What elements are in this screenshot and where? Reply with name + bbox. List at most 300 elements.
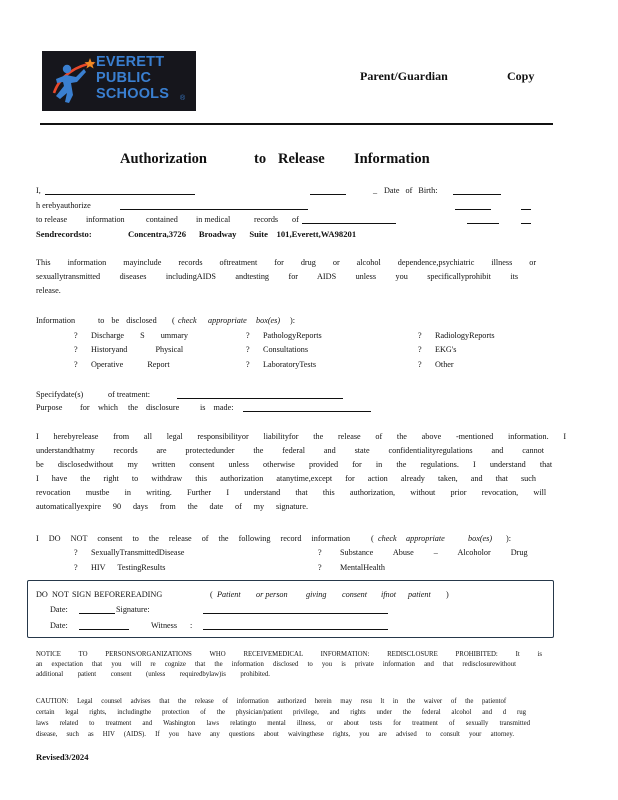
notice-word: unless xyxy=(355,272,377,281)
release-word: will xyxy=(533,488,547,497)
notice-persons-word: NOTICE xyxy=(36,651,61,658)
info-item-word: EKG's xyxy=(435,345,457,354)
release-word: revocation, xyxy=(481,488,519,497)
notice-persons-word: expectation xyxy=(51,661,83,668)
records-of-line[interactable] xyxy=(302,223,396,224)
dnc-check-word: appropriate xyxy=(406,534,445,543)
release-word: and xyxy=(491,446,504,455)
send-records-label: Sendrecordsto: xyxy=(36,229,92,239)
caution-word: of xyxy=(448,720,455,727)
info-checkbox[interactable]: ? xyxy=(418,331,422,340)
dnc-word: I DO xyxy=(36,534,61,543)
info-item-word: Discharge xyxy=(91,331,125,340)
purpose-word: which xyxy=(98,403,119,412)
caution-word: and xyxy=(482,709,493,716)
caution-word: waivingthese xyxy=(287,731,324,738)
dnc-word: of the xyxy=(201,534,229,543)
notice-word: specificallyprohibit xyxy=(427,272,491,281)
caution-word: resu lt xyxy=(360,698,385,705)
info-item-word: Report xyxy=(147,360,170,369)
notice-persons-word: PROHIBITED: xyxy=(455,651,498,658)
dnc-item-word: SexuallyTransmittedDisease xyxy=(91,548,185,557)
hereby-authorize-label: h erebyauthorize xyxy=(36,201,91,210)
notice-persons-word: is xyxy=(537,651,543,658)
info-item-word: Other xyxy=(435,360,454,369)
witness-date-line[interactable] xyxy=(79,629,129,630)
caution-word: transmitted xyxy=(499,720,531,727)
sign-paren-word: consent xyxy=(342,590,368,599)
release-word: my xyxy=(253,502,265,511)
info-item-label xyxy=(263,331,322,341)
witness-colon: : xyxy=(190,621,193,630)
notice-persons-word: you xyxy=(111,661,122,668)
logo-line-1: EVERETT xyxy=(96,54,165,70)
dnc-check-open: ( xyxy=(371,534,374,543)
caution-word: are xyxy=(378,731,387,738)
caution-word: HIV xyxy=(102,731,115,738)
witness-date-label: Date: xyxy=(50,621,68,630)
notice-word: drug xyxy=(300,258,316,267)
release-word: this xyxy=(322,488,335,497)
info-item-word: Physical xyxy=(155,345,184,354)
info-item-word: RadiologyReports xyxy=(435,331,495,340)
notice-word: This xyxy=(36,258,51,267)
sign-date-label: Date: xyxy=(50,605,68,614)
records-extra-line-2[interactable] xyxy=(521,223,531,224)
release-word: automaticallyexpire xyxy=(36,502,102,511)
patient-name-line[interactable] xyxy=(45,194,195,195)
dnc-item-word: TestingResults xyxy=(117,563,166,572)
purpose-word: for xyxy=(80,403,90,412)
caution-word: related xyxy=(59,720,79,727)
release-word: cannot xyxy=(522,446,545,455)
purpose-word: the xyxy=(128,403,139,412)
notice-persons-word: is private xyxy=(341,661,374,668)
authorize-extra-line-1[interactable] xyxy=(455,209,491,210)
info-item-label xyxy=(91,331,188,341)
purpose-input-line[interactable] xyxy=(243,411,371,412)
release-word: information. xyxy=(507,432,549,441)
info-item-word: Historyand xyxy=(91,345,128,354)
info-check-word: check xyxy=(178,316,197,325)
caution-word: or xyxy=(326,720,333,727)
notice-persons-word: redisclosurewithout xyxy=(462,661,516,668)
witness-label: Witness xyxy=(151,621,178,630)
caution-word: may xyxy=(340,698,352,705)
sign-paren-word: Patient xyxy=(217,590,241,599)
release-word: I herebyrelease xyxy=(36,432,99,441)
notice-persons-word: that xyxy=(92,661,103,668)
info-checkbox[interactable]: ? xyxy=(74,345,78,354)
release-word: otherwise xyxy=(263,460,295,469)
caution-word: that xyxy=(159,698,170,705)
caution-word: laws xyxy=(36,720,49,727)
release-word: are xyxy=(156,446,167,455)
title-word-2: to xyxy=(254,151,267,167)
to-release-word: information xyxy=(86,215,125,224)
release-word: the xyxy=(187,502,198,511)
release-word: that xyxy=(539,460,553,469)
caution-word: the xyxy=(402,709,412,716)
caution-word: waiver xyxy=(423,698,443,705)
notice-word: release. xyxy=(36,286,61,295)
logo-line-2: PUBLIC xyxy=(96,70,152,86)
to-release-word: to release xyxy=(36,215,68,224)
info-checkbox[interactable]: ? xyxy=(246,331,250,340)
notice-persons-word: that xyxy=(195,661,206,668)
release-word: I understand xyxy=(473,460,526,469)
caution-word: such xyxy=(66,731,79,738)
dob-line[interactable] xyxy=(453,194,501,195)
release-word: the xyxy=(396,460,407,469)
info-item-label xyxy=(91,360,170,370)
caution-word: you xyxy=(168,731,179,738)
release-word: for xyxy=(345,474,355,483)
release-word: without xyxy=(410,488,436,497)
info-checkbox[interactable]: ? xyxy=(74,360,78,369)
info-item-label xyxy=(263,345,308,355)
caution-word: counsel xyxy=(101,698,122,705)
info-checkbox[interactable]: ? xyxy=(418,360,422,369)
caution-word: in the xyxy=(392,698,416,705)
to-release-word: in medical xyxy=(196,215,231,224)
release-word: I understand xyxy=(226,488,281,497)
release-word: authorization, xyxy=(349,488,396,497)
info-item-word: Operative xyxy=(91,360,124,369)
notice-persons-word: you xyxy=(321,661,333,668)
caution-word: rights, xyxy=(332,731,351,738)
purpose-word: Purpose xyxy=(36,403,63,412)
notice-persons-word: information xyxy=(382,661,415,668)
release-word: revocation xyxy=(36,488,71,497)
witness-line[interactable] xyxy=(203,629,388,630)
caution-word: attorney. xyxy=(490,731,515,738)
dnc-item-word: MentalHealth xyxy=(340,563,386,572)
notice-word: oftreatment xyxy=(219,258,258,267)
revised-date: Revised3/2024 xyxy=(36,752,89,762)
release-word: atanytime,except xyxy=(276,474,333,483)
notice-word: its xyxy=(510,272,519,281)
dnc-word: to xyxy=(132,534,139,543)
caution-word: (AIDS). xyxy=(123,731,146,738)
info-item-word: LaboratoryTests xyxy=(263,360,317,369)
purpose-word: disclosure xyxy=(146,403,180,412)
info-check-word: appropriate xyxy=(208,316,247,325)
caution-word: privilege, xyxy=(292,709,319,716)
district-logo xyxy=(42,51,196,111)
caution-word: consult xyxy=(440,731,460,738)
release-word: federal xyxy=(282,446,306,455)
caution-word: includingthe xyxy=(117,709,152,716)
caution-word: mental xyxy=(267,720,286,727)
notice-persons-word: an xyxy=(36,661,43,668)
info-check-open: ( xyxy=(172,316,175,325)
title-word-1: Authorization xyxy=(120,151,207,167)
dnc-word: record xyxy=(280,534,302,543)
notice-word: or alcohol xyxy=(332,258,381,267)
caution-word: information xyxy=(236,698,269,705)
copy-label-copy: Copy xyxy=(507,69,535,83)
caution-word: about xyxy=(343,720,359,727)
treatment-dates-line[interactable] xyxy=(177,398,343,399)
caution-word: about xyxy=(263,731,279,738)
release-word: responsibilityor xyxy=(197,432,249,441)
release-word: to xyxy=(131,474,139,483)
caution-word: for xyxy=(393,720,402,727)
release-word: I xyxy=(563,432,567,441)
patient-i-label: I, xyxy=(36,186,41,195)
release-word: understandthatmy xyxy=(36,446,95,455)
info-checkbox[interactable]: ? xyxy=(246,360,250,369)
release-word: taken, xyxy=(437,474,458,483)
info-to-be-disclosed: to be disclosed xyxy=(98,316,157,325)
caution-word: the xyxy=(465,698,474,705)
dnc-word: information xyxy=(311,534,351,543)
release-word: in xyxy=(124,488,131,497)
notice-persons-word: consent xyxy=(110,671,132,678)
release-word: that xyxy=(495,474,508,483)
caution-word: the xyxy=(178,698,187,705)
notice-persons-word: that xyxy=(443,661,454,668)
release-word: my xyxy=(127,460,138,469)
caution-word: treatment xyxy=(412,720,438,727)
dnc-checkbox[interactable]: ? xyxy=(318,548,322,557)
info-item-label xyxy=(263,360,316,370)
dnc-checkbox[interactable]: ? xyxy=(74,563,78,572)
caution-word: herein xyxy=(314,698,332,705)
caution-word: your xyxy=(468,731,482,738)
dnc-word: release xyxy=(168,534,192,543)
logo-figure-icon xyxy=(46,55,96,107)
authorize-line[interactable] xyxy=(120,209,308,210)
dnc-check-close: ): xyxy=(506,534,512,543)
caution-word: rights, xyxy=(89,709,107,716)
caution-word: advises xyxy=(130,698,151,705)
notice-word: includingAIDS xyxy=(165,272,216,281)
dnc-checkbox[interactable]: ? xyxy=(318,563,322,572)
caution-word: questions xyxy=(228,731,255,738)
info-item-label xyxy=(435,331,495,341)
notice-word: diseases xyxy=(119,272,147,281)
release-word: date xyxy=(209,502,224,511)
release-word: action xyxy=(367,474,388,483)
sign-paren-word: patient xyxy=(408,590,431,599)
caution-word: under xyxy=(376,709,392,716)
notice-word: you xyxy=(395,272,408,281)
info-item-word: S ummary xyxy=(140,331,188,340)
release-word: signature. xyxy=(275,502,309,511)
dnc-word: the xyxy=(148,534,159,543)
dnc-item-word: Abuse xyxy=(392,548,414,557)
caution-word: to xyxy=(89,720,95,727)
sign-paren-close: ) xyxy=(446,590,449,599)
info-item-label xyxy=(91,345,183,355)
release-word: authorization xyxy=(220,474,264,483)
release-word: be disclosedwithout xyxy=(36,460,114,469)
info-checkbox[interactable]: ? xyxy=(74,331,78,340)
dnc-item-word: HIV xyxy=(91,563,106,572)
notice-persons-word: prohibited. xyxy=(240,671,270,678)
notice-persons-word: RECEIVEMEDICAL xyxy=(243,651,303,658)
caution-word: Legal xyxy=(77,698,93,705)
send-records-value: Concentra,3726 Broadway Suite 101,Everett,WA98201 xyxy=(128,229,357,239)
notice-persons-word: disclosed xyxy=(273,661,299,668)
notice-word: andtesting xyxy=(235,272,270,281)
notice-persons-word: re cognize xyxy=(150,661,186,668)
notice-persons-word: to xyxy=(307,661,313,668)
to-release-word: contained xyxy=(146,215,178,224)
title-word-4: Information xyxy=(354,151,430,167)
caution-word: and xyxy=(329,709,340,716)
notice-word: for xyxy=(274,258,284,267)
caution-word: If xyxy=(155,731,160,738)
dnc-item-word: – xyxy=(433,548,438,557)
notice-word: for AIDS xyxy=(288,272,337,281)
release-word: in xyxy=(375,460,383,469)
notice-persons-word: PERSONS/ORGANIZATIONS xyxy=(105,651,192,658)
sign-paren-word: giving xyxy=(306,590,327,599)
dnc-item-label xyxy=(340,548,528,558)
info-item-label xyxy=(435,345,457,355)
notice-persons-word: TO xyxy=(78,651,88,658)
release-word: Further xyxy=(187,488,212,497)
dnc-check-word: check xyxy=(378,534,397,543)
sign-warning-word: SIGN xyxy=(72,590,92,599)
notice-persons-word: It xyxy=(515,651,520,658)
records-extra-line-1[interactable] xyxy=(467,223,499,224)
sign-paren-word: ifnot xyxy=(381,590,397,599)
caution-word: tests xyxy=(369,720,383,727)
release-word: and xyxy=(470,474,483,483)
release-word: above xyxy=(421,432,442,441)
info-check-word: box(es) xyxy=(256,316,281,325)
logo-registered-mark: ® xyxy=(180,95,186,102)
notice-persons-word: and xyxy=(424,661,434,668)
authorize-extra-line-2[interactable] xyxy=(521,209,531,210)
to-release-word: of xyxy=(292,215,299,224)
caution-word: legal xyxy=(65,709,79,716)
release-word: liabilityfor xyxy=(263,432,299,441)
release-word: -mentioned xyxy=(455,432,494,441)
caution-word: Washington xyxy=(163,720,196,727)
info-check-close: ): xyxy=(290,316,296,325)
notice-word: or xyxy=(529,258,537,267)
notice-persons-word: the xyxy=(214,661,223,668)
release-word: confidentialityregulations xyxy=(388,446,473,455)
notice-word: information xyxy=(67,258,107,267)
dnc-item-label xyxy=(340,563,385,573)
sign-date-line[interactable] xyxy=(79,613,115,614)
caution-word: illness, xyxy=(296,720,316,727)
dnc-item-word: Alcoholor xyxy=(457,548,491,557)
release-word: already xyxy=(400,474,425,483)
notice-persons-word: information xyxy=(231,661,264,668)
info-item-label xyxy=(435,360,454,370)
notice-persons-word: INFORMATION: xyxy=(320,651,370,658)
release-word: mustbe xyxy=(85,488,110,497)
info-checkbox[interactable]: ? xyxy=(246,345,250,354)
release-word: the xyxy=(253,446,264,455)
info-checkbox[interactable]: ? xyxy=(418,345,422,354)
copy-label-parent-guardian: Parent/Guardian xyxy=(360,69,448,83)
dnc-item-word: Substance xyxy=(340,548,374,557)
info-item-word: Consultations xyxy=(263,345,309,354)
release-word: 90 xyxy=(112,502,122,511)
caution-word: federal xyxy=(421,709,441,716)
header-divider xyxy=(40,123,553,125)
release-word: state xyxy=(354,446,370,455)
caution-word: you xyxy=(359,731,370,738)
notice-persons-word: patient xyxy=(77,671,97,678)
release-word: right xyxy=(103,474,119,483)
caution-word: advised xyxy=(395,731,417,738)
caution-word: and xyxy=(142,720,153,727)
patient-extra-line[interactable] xyxy=(310,194,346,195)
release-word: withdraw xyxy=(151,474,183,483)
notice-persons-word: (unless xyxy=(146,671,166,678)
caution-word: the physician/patient xyxy=(216,709,283,716)
release-word: release xyxy=(337,432,361,441)
signature-label: Signature: xyxy=(116,605,150,614)
signature-line[interactable] xyxy=(203,613,388,614)
release-word: from xyxy=(159,502,176,511)
info-item-word: PathologyReports xyxy=(263,331,322,340)
caution-word: authorized xyxy=(277,698,307,705)
to-release-word: records xyxy=(254,215,279,224)
sign-warning-word: BEFOREREADING xyxy=(94,590,163,599)
notice-word: illness xyxy=(491,258,513,267)
caution-word: disease, xyxy=(36,731,58,738)
notice-word: mayinclude xyxy=(123,258,162,267)
release-word: records xyxy=(113,446,138,455)
notice-word: dependence,psychiatric xyxy=(397,258,475,267)
caution-word: laws xyxy=(206,720,219,727)
release-word: provided xyxy=(308,460,339,469)
sign-paren-word: or person xyxy=(256,590,288,599)
logo-line-3: SCHOOLS xyxy=(96,86,170,102)
of-treatment-label: of treatment: xyxy=(108,390,151,399)
caution-word: patientof xyxy=(482,698,507,705)
caution-word: to xyxy=(425,731,432,738)
dnc-item-label xyxy=(91,563,165,573)
notice-word: records xyxy=(178,258,203,267)
release-word: the xyxy=(80,474,91,483)
notice-persons-word: will xyxy=(130,661,142,668)
caution-word: treatment xyxy=(105,720,132,727)
notice-persons-word: WHO xyxy=(209,651,226,658)
release-word: for xyxy=(352,460,362,469)
release-word: of xyxy=(234,502,242,511)
caution-word: release xyxy=(194,698,214,705)
release-word: days xyxy=(132,502,148,511)
release-word: prior xyxy=(450,488,467,497)
release-word: the xyxy=(313,432,324,441)
title-word-3: Release xyxy=(278,151,325,167)
caution-word: d rug xyxy=(502,709,527,716)
dnc-checkbox[interactable]: ? xyxy=(74,548,78,557)
sign-paren-open: ( xyxy=(210,590,213,599)
release-word: I have xyxy=(36,474,68,483)
notice-persons-word: requiredbylaw)is xyxy=(179,671,226,678)
caution-word: rights xyxy=(350,709,366,716)
notice-persons-word: additional xyxy=(36,671,64,678)
caution-word: sexually xyxy=(465,720,489,727)
notice-persons-word: REDISCLOSURE xyxy=(387,651,438,658)
release-word: regulations. xyxy=(420,460,459,469)
release-word: from xyxy=(113,432,130,441)
caution-word: any xyxy=(209,731,220,738)
caution-word: of xyxy=(222,698,229,705)
